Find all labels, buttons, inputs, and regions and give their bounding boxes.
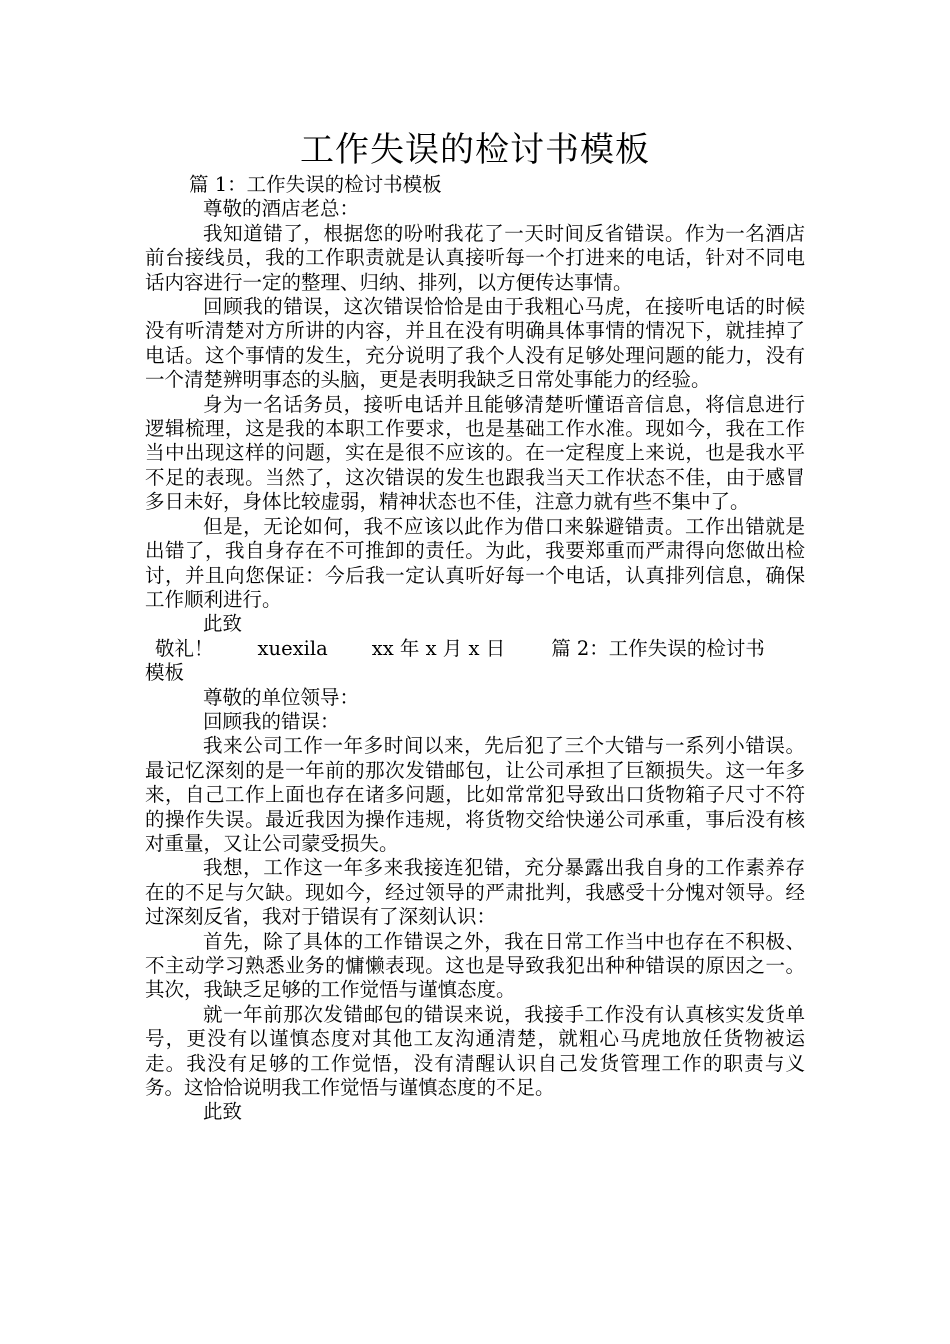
closing-1: 此致 bbox=[203, 612, 243, 636]
paragraph-3: 身为一名话务员，接听电话并且能够清楚听懂语音信息，将信息进行逻辑梳理，这是我的本职工作要求，也是基础工作水准。现如今，我在工作当中出现这样的问题，实在是很不应该的。在一定程度上来说，也是我水平不足的表现。当然了，这次错误的发生也跟我当天工作状态不佳，由于感冒多日未好，身体比较虚弱，精神状态也不佳，注意力就有些不集中了。 bbox=[145, 392, 805, 514]
closing-2: 此致 bbox=[203, 1100, 243, 1124]
section1-heading: 篇 1：工作失误的检讨书模板 bbox=[189, 173, 442, 196]
paragraph-4: 但是，无论如何，我不应该以此作为借口来躲避错责。工作出错就是出错了，我自身存在不可推卸的责任。为此，我要郑重而严肃得向您做出检讨，并且向您保证：今后我一定认真听好每一个电话，认真排列信息，确保工作顺利进行。 bbox=[145, 514, 805, 611]
section2-heading: 篇 2：工作失误的检讨书 bbox=[551, 636, 765, 660]
paragraph-7: 首先，除了具体的工作错误之外，我在日常工作当中也存在不积极、不主动学习熟悉业务的慵懒表现。这也是导致我犯出种种错误的原因之一。其次，我缺乏足够的工作觉悟与谨慎态度。 bbox=[145, 929, 805, 1002]
signer-name: xuexila bbox=[257, 636, 328, 660]
signature-line bbox=[145, 637, 805, 661]
review-heading: 回顾我的错误： bbox=[203, 709, 340, 733]
regards-text: 敬礼！ bbox=[155, 636, 214, 660]
paragraph-1: 我知道错了，根据您的吩咐我花了一天时间反省错误。作为一名酒店前台接线员，我的工作职责就是认真接听每一个打进来的电话，针对不同电话内容进行一定的整理、归纳、排列，以方便传达事情。 bbox=[145, 221, 805, 294]
salutation-1: 尊敬的酒店老总： bbox=[203, 197, 360, 221]
document-title: 工作失误的检讨书模板 bbox=[300, 130, 650, 170]
paragraph-6: 我想，工作这一年多来我接连犯错，充分暴露出我自身的工作素养存在的不足与欠缺。现如今，经过领导的严肃批判，我感受十分愧对领导。经过深刻反省，我对于错误有了深刻认识： bbox=[145, 856, 805, 929]
document-body bbox=[145, 173, 805, 1125]
section2-heading-wrap: 模板 bbox=[145, 661, 185, 685]
paragraph-8: 就一年前那次发错邮包的错误来说，我接手工作没有认真核实发货单号，更没有以谨慎态度对其他工友沟通清楚，就粗心马虎地放任货物被运走。我没有足够的工作觉悟，没有清醒认识自己发货管理工作的职责与义务。这恰恰说明我工作觉悟与谨慎态度的不足。 bbox=[145, 1002, 805, 1100]
paragraph-5: 我来公司工作一年多时间以来，先后犯了三个大错与一系列小错误。最记忆深刻的是一年前的那次发错邮包，让公司承担了巨额损失。这一年多来，自己工作上面也存在诸多问题，比如常常犯导致出口货物箱子尺寸不符的操作失误。最近我因为操作违规，将货物交给快递公司承重，事后没有核对重量，又让公司蒙受损失。 bbox=[145, 734, 805, 855]
paragraph-2: 回顾我的错误，这次错误恰恰是由于我粗心马虎，在接听电话的时候没有听清楚对方所讲的内容，并且在没有明确具体事情的情况下，就挂掉了电话。这个事情的发生，充分说明了我个人没有足够处理问题的能力，没有一个清楚辨明事态的头脑，更是表明我缺乏日常处事能力的经验。 bbox=[145, 295, 805, 392]
salutation-2: 尊敬的单位领导： bbox=[203, 685, 360, 709]
signature-date: xx 年 x 月 x 日 bbox=[371, 636, 506, 660]
